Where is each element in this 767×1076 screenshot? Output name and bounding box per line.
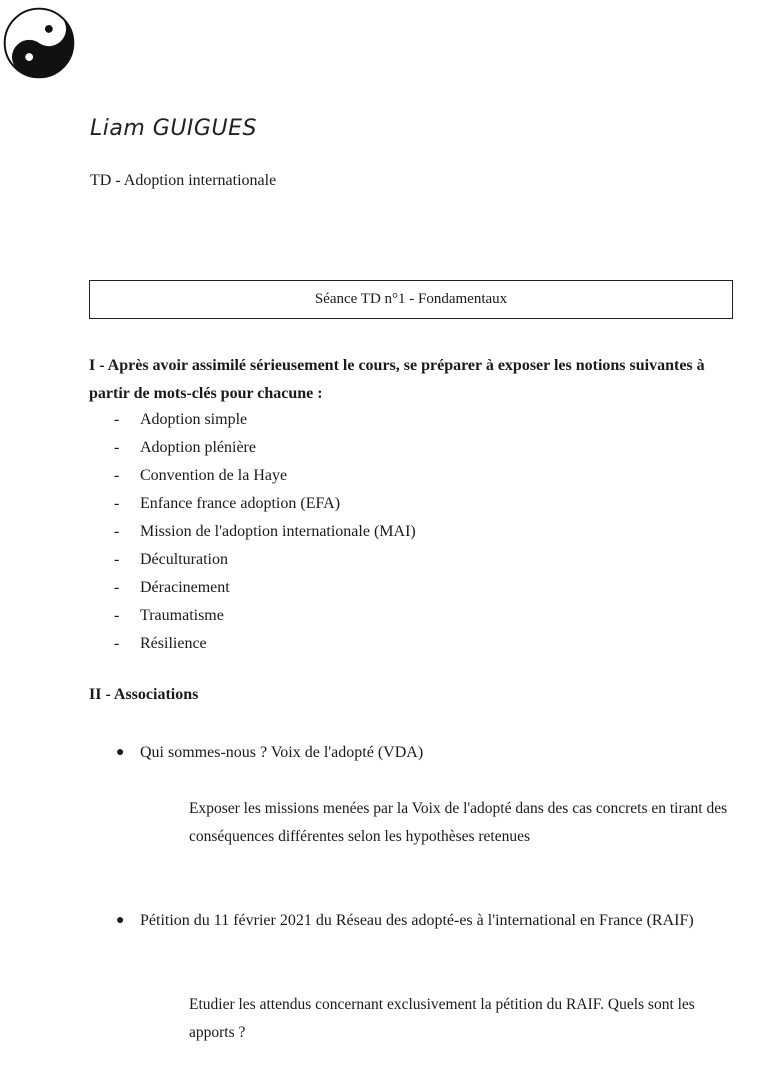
list-item: - Mission de l'adoption internationale (MAI) xyxy=(114,518,416,546)
list-item: - Adoption simple xyxy=(114,406,416,434)
list-item: - Enfance france adoption (EFA) xyxy=(114,490,416,518)
dash-marker: - xyxy=(114,551,120,568)
dash-marker: - xyxy=(114,495,120,512)
list-item: - Traumatisme xyxy=(114,602,416,630)
list-item: - Déracinement xyxy=(114,574,416,602)
list-item: - Déculturation xyxy=(114,546,416,574)
association-title: Qui sommes-nous ? Voix de l'adopté (VDA) xyxy=(140,744,424,761)
notions-list xyxy=(114,406,416,658)
bullet-icon: ● xyxy=(116,745,125,760)
list-item: - Résilience xyxy=(114,630,416,658)
association-instruction: Exposer les missions menées par la Voix de l'adopté dans des cas concrets en tirant des conséquences différentes selon les hypothèses retenues xyxy=(189,800,728,845)
bullet-icon: ● xyxy=(116,913,125,928)
yin-yang-logo xyxy=(0,4,78,82)
association-item-vda xyxy=(116,739,700,767)
section-1-heading: I - Après avoir assimilé sérieusement le cours, se préparer à exposer les notions suivantes à partir de mots-clés pour chacune : xyxy=(89,357,705,402)
dash-marker: - xyxy=(114,635,120,652)
session-title-box xyxy=(89,280,733,319)
list-item: - Convention de la Haye xyxy=(114,462,416,490)
section-2-heading: II - Associations xyxy=(89,686,199,703)
author-name: Liam GUIGUES xyxy=(90,116,257,141)
association-item-raif xyxy=(116,907,700,935)
dash-marker: - xyxy=(114,579,120,596)
dash-marker: - xyxy=(114,523,120,540)
dash-marker: - xyxy=(114,607,120,624)
session-title: Séance TD n°1 - Fondamentaux xyxy=(314,291,508,307)
dash-marker: - xyxy=(114,411,120,428)
dash-marker: - xyxy=(114,439,120,456)
list-item: - Adoption plénière xyxy=(114,434,416,462)
association-instruction: Etudier les attendus concernant exclusivement la pétition du RAIF. Quels sont les apports ? xyxy=(189,996,695,1041)
dash-marker: - xyxy=(114,467,120,484)
association-title: Pétition du 11 février 2021 du Réseau des adopté-es à l'international en France (RAIF) xyxy=(140,912,694,929)
course-title: TD - Adoption internationale xyxy=(90,172,277,189)
